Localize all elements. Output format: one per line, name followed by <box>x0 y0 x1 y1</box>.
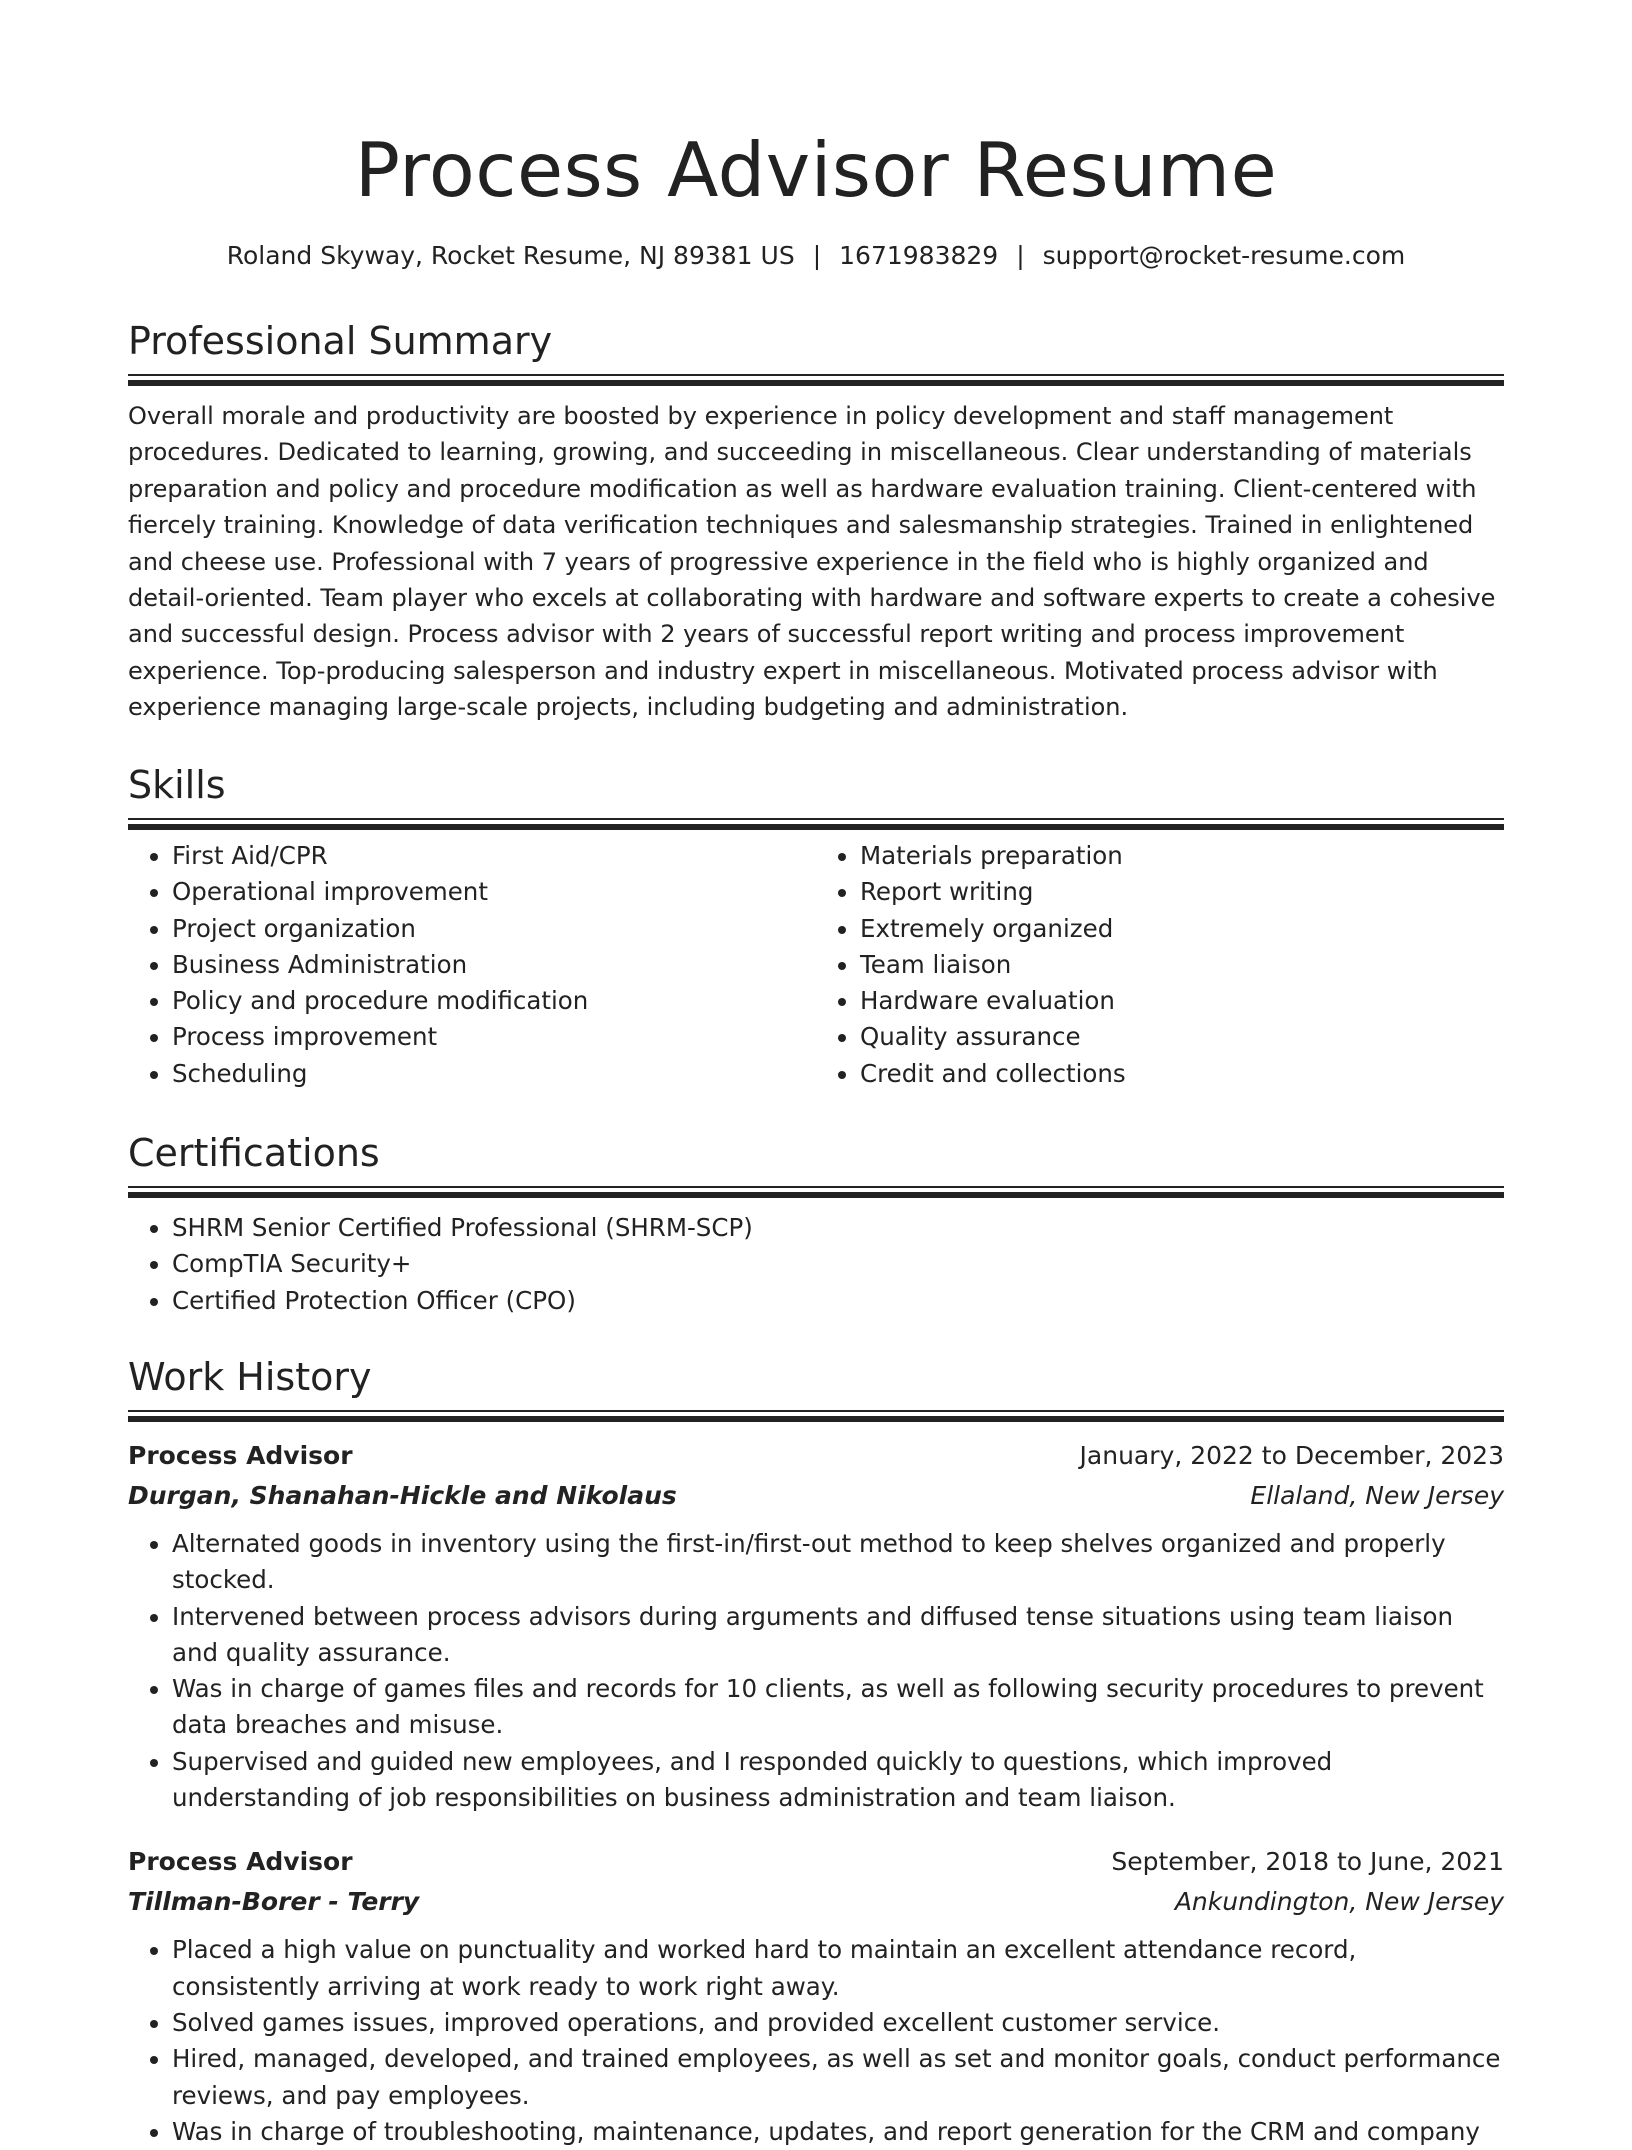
skill-item: • Team liaison <box>860 947 1504 983</box>
section-divider <box>128 1416 1504 1422</box>
job-bullet: • Alternated goods in inventory using the first-in/first-out method to keep shelves organized and properly stocked. <box>172 1526 1504 1599</box>
job-title: Process Advisor <box>128 1847 353 1877</box>
skills-list <box>128 838 1504 1092</box>
skills-column-right <box>816 838 1504 1092</box>
skill-item: • Process improvement <box>172 1019 816 1055</box>
certifications-section <box>128 1128 1504 1319</box>
job-location: Ellaland, New Jersey <box>1250 1481 1504 1510</box>
contact-separator: | <box>812 241 822 270</box>
certification-item: • CompTIA Security+ <box>172 1246 1504 1282</box>
skill-item: • Report writing <box>860 874 1504 910</box>
section-heading: Professional Summary <box>128 319 553 363</box>
section-heading: Skills <box>128 763 226 807</box>
skills-section <box>128 760 1504 1092</box>
job-bullet: • Placed a high value on punctuality and worked hard to maintain an excellent attendance record, consistently arriving at work ready to work right away. <box>172 1932 1504 2005</box>
section-divider <box>128 1186 1504 1188</box>
skill-item: • Scheduling <box>172 1056 816 1092</box>
job-company: Durgan, Shanahan-Hickle and Nikolaus <box>128 1481 677 1510</box>
job-header <box>128 1842 1504 1882</box>
job-entry <box>128 1842 1504 2150</box>
work-history-section <box>128 1352 1504 2150</box>
section-divider <box>128 824 1504 830</box>
job-bullet: • Hired, managed, developed, and trained employees, as well as set and monitor goals, conduct performance reviews, and pay employees. <box>172 2041 1504 2114</box>
page-title: Process Advisor Resume <box>354 126 1278 214</box>
skill-item: • First Aid/CPR <box>172 838 816 874</box>
contact-line <box>128 238 1504 274</box>
section-divider <box>128 1410 1504 1412</box>
skill-item: • Policy and procedure modification <box>172 983 816 1019</box>
summary-section <box>128 316 1504 726</box>
contact-phone: 1671983829 <box>839 241 999 270</box>
job-bullet: • Supervised and guided new employees, and I responded quickly to questions, which improved understanding of job responsibilities on business administration and team liaison. <box>172 1744 1504 1817</box>
certification-item: • Certified Protection Officer (CPO) <box>172 1283 1504 1319</box>
section-divider <box>128 1192 1504 1198</box>
section-divider <box>128 818 1504 820</box>
job-bullet: • Solved games issues, improved operations, and provided excellent customer service. <box>172 2005 1504 2041</box>
job-bullet: • Was in charge of games files and records for 10 clients, as well as following security procedures to prevent data breaches and misuse. <box>172 1671 1504 1744</box>
skills-column-left <box>128 838 816 1092</box>
section-heading: Certifications <box>128 1131 380 1175</box>
contact-separator: | <box>1016 241 1025 270</box>
section-divider <box>128 374 1504 376</box>
skill-item: • Project organization <box>172 911 816 947</box>
job-title: Process Advisor <box>128 1441 353 1470</box>
certification-item: • SHRM Senior Certified Professional (SHRM-SCP) <box>172 1210 1504 1246</box>
job-bullets <box>128 1932 1504 2150</box>
job-header <box>128 1436 1504 1476</box>
contact-address: Roland Skyway, Rocket Resume, NJ 89381 US <box>226 241 795 270</box>
job-company: Tillman-Borer - Terry <box>128 1887 420 1917</box>
job-entry <box>128 1436 1504 1816</box>
certifications-list <box>128 1210 1504 1319</box>
job-bullets <box>128 1526 1504 1816</box>
skill-item: • Hardware evaluation <box>860 983 1504 1019</box>
skill-item: • Quality assurance <box>860 1019 1504 1055</box>
job-subheader <box>128 1476 1504 1516</box>
skill-item: • Credit and collections <box>860 1056 1504 1092</box>
job-bullet: • Intervened between process advisors during arguments and diffused tense situations using team liaison and quality assurance. <box>172 1599 1504 1672</box>
summary-text: Overall morale and productivity are boosted by experience in policy development and staff management procedures. Dedicated to learning, growing, and succeeding in miscellaneous. Clear understanding of materials preparation and policy and procedure modification as well as hardware evaluation training. Client-centered with fiercely training. Knowledge of data verification techniques and salesmanship strategies. Trained in enlightened and cheese use. Professional with 7 years of progressive experience in the field who is highly organized and detail-oriented. Team player who excels at collaborating with hardware and software experts to create a cohesive and successful design. Process advisor with 2 years of successful report writing and process improvement experience. Top-producing salesperson and industry expert in miscellaneous. Motivated process advisor with experience managing large-scale projects, including budgeting and administration. <box>128 402 1496 722</box>
contact-email: support@rocket-resume.com <box>1042 241 1406 270</box>
skill-item: • Operational improvement <box>172 874 816 910</box>
skill-item: • Materials preparation <box>860 838 1504 874</box>
job-dates: January, 2022 to December, 2023 <box>1079 1441 1504 1470</box>
job-subheader <box>128 1882 1504 1922</box>
job-location: Ankundington, New Jersey <box>1174 1887 1504 1917</box>
skill-item: • Extremely organized <box>860 911 1504 947</box>
skill-item: • Business Administration <box>172 947 816 983</box>
job-dates: September, 2018 to June, 2021 <box>1111 1847 1504 1877</box>
section-divider <box>128 380 1504 386</box>
section-heading: Work History <box>128 1355 372 1399</box>
job-bullet: • Was in charge of troubleshooting, maintenance, updates, and report generation for the CRM and company <box>172 2114 1504 2150</box>
